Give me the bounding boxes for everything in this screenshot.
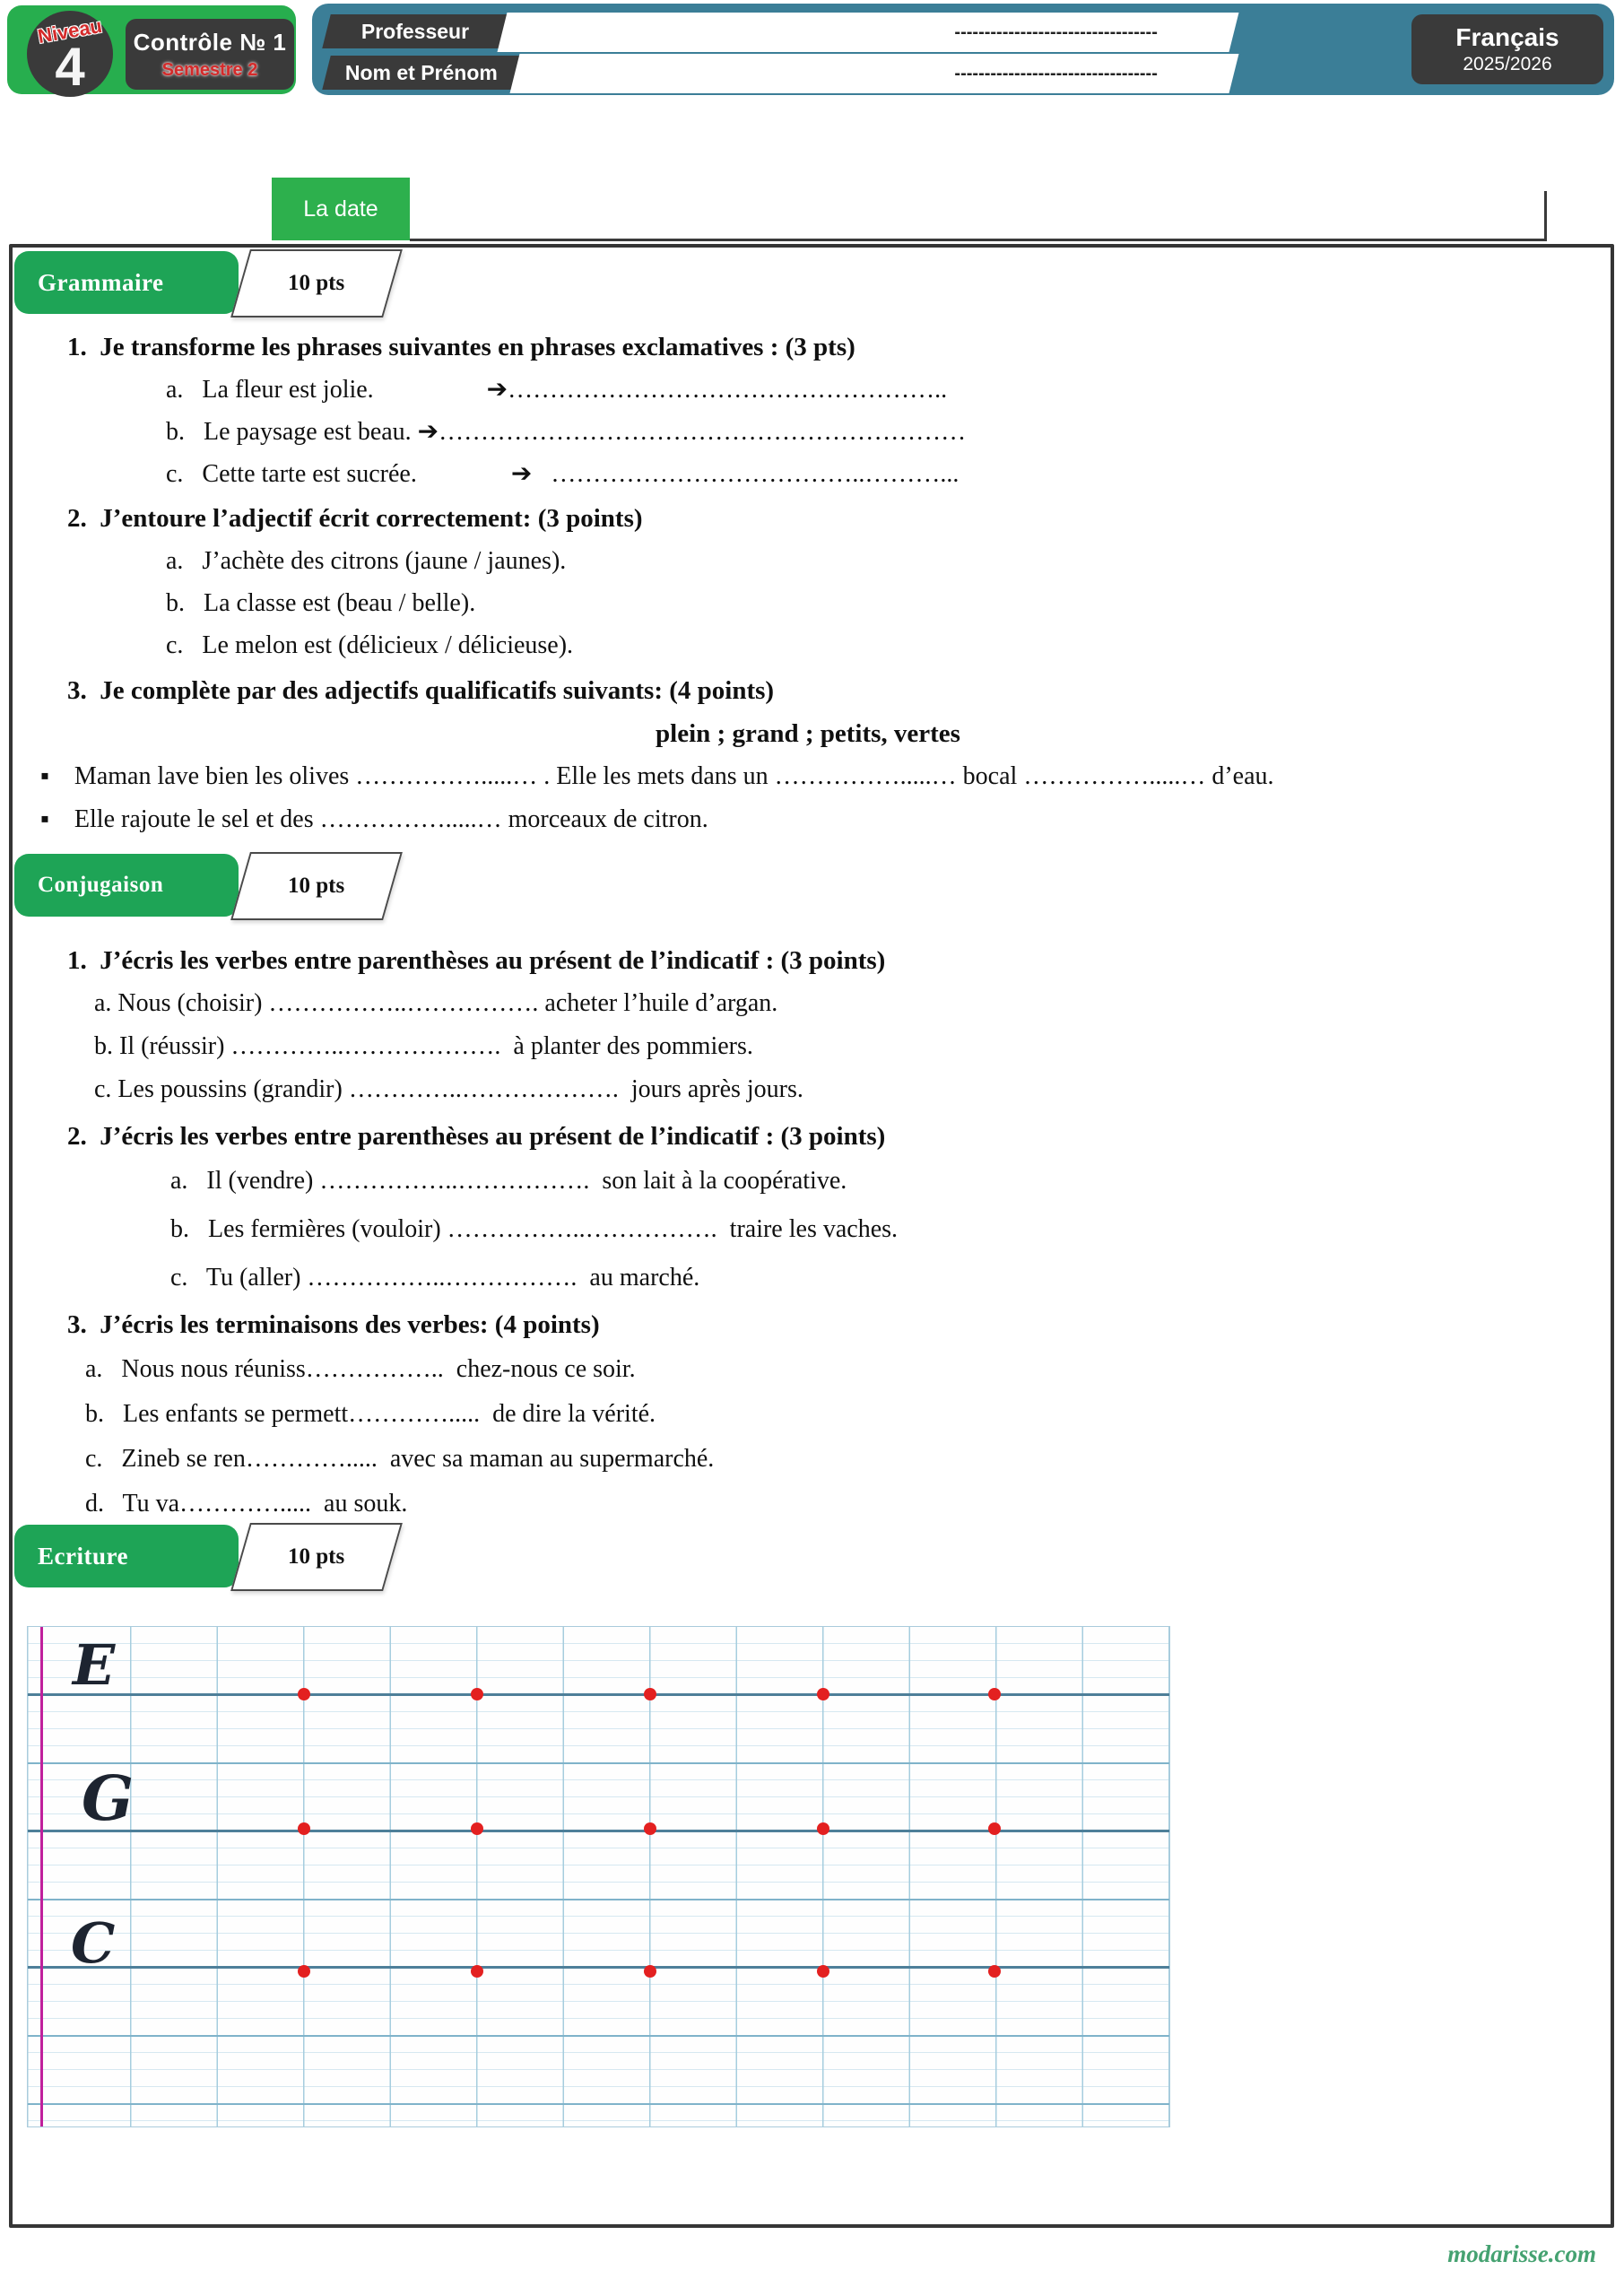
red-dot: [817, 1688, 829, 1700]
red-dot: [817, 1965, 829, 1978]
conjugaison-q2a: a. Il (vendre) ……………..……………. son lait à la coopérative.: [170, 1167, 847, 1195]
red-dot: [988, 1688, 1001, 1700]
conjugaison-q1: 1. J’écris les verbes entre parenthèses au présent de l’indicatif : (3 points): [67, 946, 886, 975]
red-dot: [644, 1822, 656, 1835]
section-conjugaison-header: [14, 854, 400, 920]
grammaire-q1: 1. Je transforme les phrases suivantes en phrases exclamatives : (3 pts): [67, 333, 855, 361]
conjugaison-q3d: d. Tu va…………..... au souk.: [85, 1490, 408, 1518]
grammaire-ribbon: [14, 251, 239, 314]
red-dot: [817, 1822, 829, 1835]
conjugaison-q3b: b. Les enfants se permett…………..... de dire la vérité.: [85, 1400, 656, 1428]
model-letter-C: C: [71, 1910, 116, 1976]
handwriting-grid[interactable]: [27, 1626, 1170, 2127]
red-dot: [644, 1965, 656, 1978]
conjugaison-points-tag: [230, 852, 403, 920]
red-dot: [471, 1965, 483, 1978]
conjugaison-title: Conjugaison: [38, 873, 164, 897]
conjugaison-q3: 3. J’écris les terminaisons des verbes: (4 points): [67, 1310, 600, 1339]
grammaire-q3-item2: ▪ Elle rajoute le sel et des …………….....… morceaux de citron.: [40, 805, 708, 833]
red-dot: [988, 1965, 1001, 1978]
name-field-line: ----------------------------------: [954, 63, 1158, 83]
date-label-box: [272, 178, 410, 240]
grammaire-title: Grammaire: [38, 268, 164, 296]
date-label: La date: [303, 196, 378, 222]
teacher-field[interactable]: [498, 13, 1239, 52]
section-ecriture-header: [14, 1525, 400, 1591]
control-title-box: [126, 19, 294, 90]
grammaire-points: 10 pts: [288, 271, 345, 295]
date-line-end-tick: [1544, 191, 1547, 241]
grammaire-q3-item1: ▪ Maman lave bien les olives …………….....… . Elle les mets dans un …………….....… bocal …………….....… d’eau.: [40, 762, 1274, 790]
grid-margin-line: [40, 1627, 43, 2126]
section-grammaire-header: [14, 251, 400, 317]
model-letter-E: E: [73, 1632, 116, 1698]
level-circle: [27, 11, 113, 97]
conjugaison-q3c: c. Zineb se ren…………..... avec sa maman au supermarché.: [85, 1445, 715, 1473]
teacher-label: Professeur: [360, 19, 470, 43]
conjugaison-q2c: c. Tu (aller) ……………..……………. au marché.: [170, 1264, 700, 1292]
grammaire-q2: 2. J’entoure l’adjectif écrit correctement: (3 points): [67, 504, 643, 533]
ecriture-points-tag: [230, 1523, 403, 1591]
grammaire-points-tag: [230, 249, 403, 317]
grammaire-q1a: a. La fleur est jolie. ➔……………………………………………..: [166, 376, 948, 404]
subject-label: Français: [1455, 23, 1559, 51]
red-dot: [988, 1822, 1001, 1835]
red-dot: [298, 1688, 310, 1700]
grammaire-q2a: a. J’achète des citrons (jaune / jaunes).: [166, 547, 567, 575]
teacher-label-box: [322, 14, 508, 48]
date-write-line[interactable]: [410, 239, 1547, 241]
red-dot: [471, 1688, 483, 1700]
identity-banner: [312, 4, 1614, 95]
name-label: Nom et Prénom: [345, 60, 498, 84]
level-number: 4: [55, 37, 85, 97]
subject-box: [1411, 14, 1603, 84]
school-year: 2025/2026: [1463, 54, 1552, 74]
teacher-field-line: ----------------------------------: [954, 22, 1158, 42]
level-label: Niveau: [36, 13, 104, 48]
red-dot: [298, 1965, 310, 1978]
semester-label: Semestre 2: [161, 59, 258, 80]
name-field[interactable]: [510, 54, 1239, 93]
ecriture-points: 10 pts: [288, 1544, 345, 1569]
conjugaison-q1c: c. Les poussins (grandir) …………..………………. jours après jours.: [94, 1075, 803, 1103]
conjugaison-q2: 2. J’écris les verbes entre parenthèses au présent de l’indicatif : (3 points): [67, 1122, 886, 1151]
grammaire-q3: 3. Je complète par des adjectifs qualificatifs suivants: (4 points): [67, 676, 775, 705]
conjugaison-q3a: a. Nous nous réuniss…………….. chez-nous ce soir.: [85, 1355, 636, 1383]
red-dot: [298, 1822, 310, 1835]
grammaire-q3-wordbank: plein ; grand ; petits, vertes: [656, 719, 960, 748]
red-dot: [471, 1822, 483, 1835]
grammaire-q2c: c. Le melon est (délicieux / délicieuse).: [166, 631, 574, 659]
conjugaison-q1b: b. Il (réussir) …………..………………. à planter des pommiers.: [94, 1032, 753, 1060]
ecriture-title: Ecriture: [38, 1542, 128, 1570]
grammaire-q1c: c. Cette tarte est sucrée. ➔ ………………………………..………...: [166, 460, 960, 488]
conjugaison-points: 10 pts: [288, 874, 345, 898]
grammaire-q2b: b. La classe est (beau / belle).: [166, 589, 476, 617]
grammaire-q1b: b. Le paysage est beau. ➔………………………………………………………: [166, 418, 967, 446]
red-dot: [644, 1688, 656, 1700]
level-banner: [7, 5, 296, 97]
website-credit: modarisse.com: [1447, 2240, 1596, 2267]
conjugaison-ribbon: [14, 854, 239, 917]
conjugaison-q2b: b. Les fermières (vouloir) ……………..……………. traire les vaches.: [170, 1215, 899, 1243]
control-title: Contrôle № 1: [133, 28, 287, 56]
name-label-box: [322, 56, 520, 90]
conjugaison-q1a: a. Nous (choisir) ……………..……………. acheter l’huile d’argan.: [94, 989, 778, 1017]
model-letter-G: G: [82, 1763, 135, 1835]
ecriture-ribbon: [14, 1525, 239, 1587]
